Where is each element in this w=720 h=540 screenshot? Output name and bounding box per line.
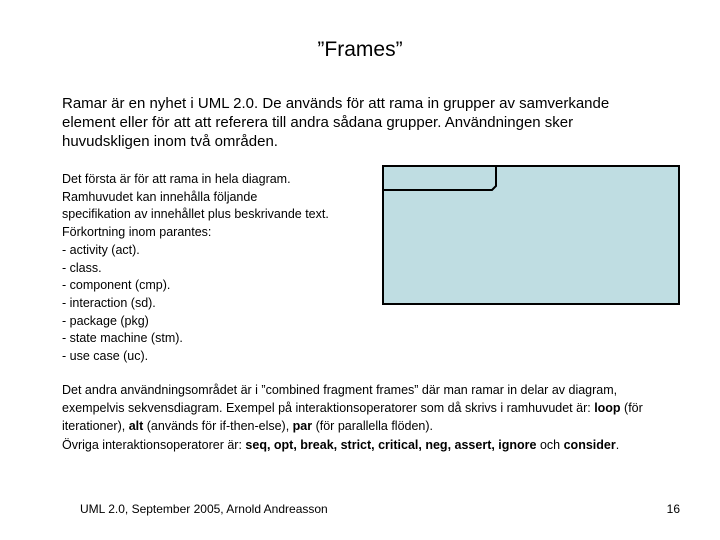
first-line-4: Förkortning inom parantes: (62, 225, 212, 240)
op-par: par (292, 419, 313, 434)
list-item-uc: - use case (uc). (62, 349, 149, 364)
second-text-5: Övriga interaktionsoperatorer är: (62, 437, 246, 452)
frame-heading-tab (384, 167, 678, 303)
first-area-text (62, 171, 382, 366)
list-item-cmp: - component (cmp). (62, 278, 171, 293)
list-item-sd: - interaction (sd). (62, 295, 156, 310)
list-item-class: - class. (62, 260, 102, 275)
second-text-3: (används för if-then-else), (143, 419, 293, 434)
op-consider: consider (563, 437, 616, 452)
page-number: 16 (666, 502, 680, 516)
second-text-1: Det andra användningsområdet är i ”combined fragment frames” där man ramar in delar av diagram, exempelvis sekvensdiagram. Exempel på interaktionsoperatorer som då skrivs i ramhuvudet är: (62, 383, 618, 416)
first-line-1: Det första är för att rama in hela diagram. (62, 172, 291, 186)
ops-bold-list: seq, opt, break, strict, critical, neg, assert, ignore (245, 437, 537, 452)
list-item-act: - activity (act). (62, 242, 140, 257)
footer-credit: UML 2.0, September 2005, Arnold Andreasson (80, 502, 328, 516)
second-text-4: (för parallella flöden). (312, 419, 434, 434)
second-area-text (62, 381, 662, 454)
second-text-2: (för iterationer), (62, 401, 643, 434)
list-item-stm: - state machine (stm). (62, 331, 183, 346)
op-loop: loop (594, 401, 621, 416)
frame-diagram (382, 165, 680, 305)
intro-text: Ramar är en nyhet i UML 2.0. De används för att rama in grupper av samverkande element eller för att att referera till andra sådana grupper. Användningen sker huvudskligen inom två områden. (62, 95, 610, 150)
list-item-pkg: - package (pkg) (62, 313, 149, 328)
second-text-7: . (615, 437, 620, 452)
op-alt: alt (128, 419, 144, 434)
first-line-2: Ramhuvudet kan innehålla följande (62, 189, 258, 204)
slide-title: ”Frames” (317, 38, 403, 61)
second-text-6: och (536, 437, 564, 452)
first-line-3: specifikation av innehållet plus beskrivande text. (62, 207, 329, 222)
intro-paragraph (62, 94, 662, 151)
second-area-paragraph (62, 381, 662, 454)
